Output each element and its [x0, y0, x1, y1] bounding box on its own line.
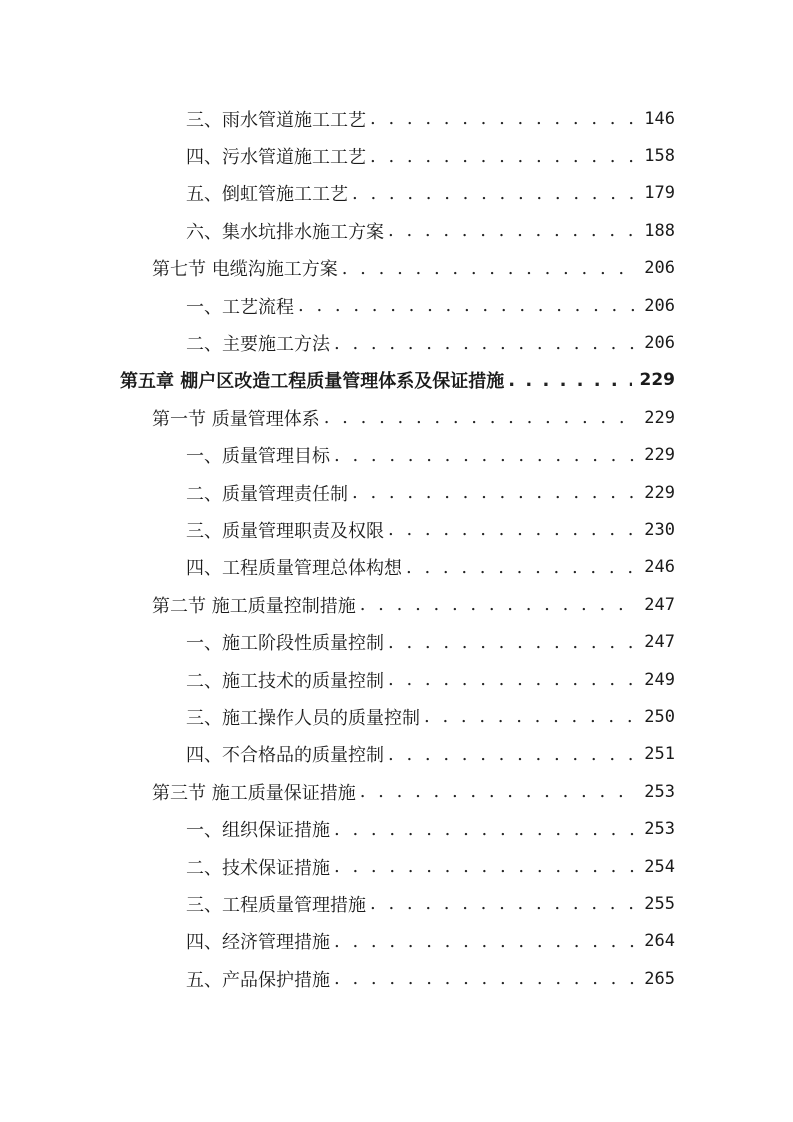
toc-entry[interactable]: [0, 810, 793, 847]
dot-leader: [508, 370, 631, 391]
toc-entry-title: 三、施工操作人员的质量控制: [186, 707, 420, 729]
toc-entry-page: 229: [644, 407, 675, 428]
toc-entry[interactable]: [0, 324, 793, 361]
toc-entry-title: 三、雨水管道施工工艺: [186, 109, 366, 131]
toc-entry-page: 247: [644, 632, 675, 653]
dot-leader: [334, 968, 636, 989]
toc-entry-page: 188: [644, 220, 675, 241]
toc-entry-page: 179: [644, 183, 675, 204]
toc-entry-title: 二、技术保证措施: [186, 857, 330, 879]
toc-entry-page: 253: [644, 819, 675, 840]
toc-entry-title: 四、经济管理措施: [186, 932, 330, 954]
toc-entry[interactable]: [0, 698, 793, 735]
toc-entry-title: 第一节 质量管理体系: [152, 408, 320, 430]
dot-leader: [334, 333, 636, 354]
toc-entry-page: 255: [644, 893, 675, 914]
dot-leader: [370, 893, 636, 914]
toc-entry-page: 229: [644, 445, 675, 466]
toc-entry-page: 251: [644, 744, 675, 765]
toc-entry[interactable]: [0, 100, 793, 137]
toc-entry[interactable]: [0, 549, 793, 586]
toc-entry-title: 第三节 施工质量保证措施: [152, 782, 356, 804]
toc-entry[interactable]: [0, 137, 793, 174]
toc-entry-page: 230: [644, 519, 675, 540]
dot-leader: [334, 445, 636, 466]
toc-entry-page: 229: [639, 370, 675, 391]
dot-leader: [424, 706, 636, 727]
toc-entry-page: 249: [644, 669, 675, 690]
toc-entry-page: 206: [644, 258, 675, 279]
toc-entry-title: 二、主要施工方法: [186, 334, 330, 356]
toc-entry-page: 253: [644, 781, 675, 802]
toc-entry-title: 一、质量管理目标: [186, 446, 330, 468]
dot-leader: [360, 781, 637, 802]
toc-entry-page: 146: [644, 108, 675, 129]
toc-entry-title: 三、工程质量管理措施: [186, 894, 366, 916]
toc-entry[interactable]: [0, 623, 793, 660]
toc-entry[interactable]: [0, 212, 793, 249]
toc-entry-page: 229: [644, 482, 675, 503]
dot-leader: [388, 744, 636, 765]
dot-leader: [388, 669, 636, 690]
toc-entry-page: 206: [644, 295, 675, 316]
dot-leader: [388, 632, 636, 653]
toc-entry-page: 250: [644, 706, 675, 727]
toc-entry[interactable]: [0, 923, 793, 960]
table-of-contents: [0, 100, 793, 997]
toc-entry-title: 四、不合格品的质量控制: [186, 745, 384, 767]
toc-entry[interactable]: [0, 848, 793, 885]
dot-leader: [298, 295, 636, 316]
toc-entry-title: 五、产品保护措施: [186, 969, 330, 991]
toc-entry-title: 五、倒虹管施工工艺: [186, 184, 348, 206]
dot-leader: [370, 108, 636, 129]
dot-leader: [334, 931, 636, 952]
toc-entry-title: 二、质量管理责任制: [186, 483, 348, 505]
dot-leader: [388, 220, 636, 241]
dot-leader: [352, 482, 636, 503]
toc-entry[interactable]: [0, 885, 793, 922]
toc-entry-title: 第五章 棚户区改造工程质量管理体系及保证措施: [120, 371, 505, 393]
toc-section-entry[interactable]: [0, 586, 793, 623]
toc-entry[interactable]: [0, 437, 793, 474]
toc-entry[interactable]: [0, 175, 793, 212]
toc-chapter-entry[interactable]: [0, 362, 793, 399]
dot-leader: [360, 594, 637, 615]
dot-leader: [334, 819, 636, 840]
toc-entry-page: 158: [644, 146, 675, 167]
toc-entry[interactable]: [0, 661, 793, 698]
toc-entry[interactable]: [0, 736, 793, 773]
toc-entry-title: 四、工程质量管理总体构想: [186, 558, 402, 580]
toc-entry[interactable]: [0, 474, 793, 511]
dot-leader: [342, 258, 637, 279]
toc-entry-page: 265: [644, 968, 675, 989]
toc-entry[interactable]: [0, 960, 793, 997]
toc-entry-title: 一、施工阶段性质量控制: [186, 633, 384, 655]
toc-entry[interactable]: [0, 287, 793, 324]
toc-entry-page: 206: [644, 333, 675, 354]
toc-entry-title: 一、组织保证措施: [186, 820, 330, 842]
dot-leader: [388, 519, 636, 540]
toc-entry-title: 二、施工技术的质量控制: [186, 670, 384, 692]
dot-leader: [406, 557, 636, 578]
toc-entry-title: 一、工艺流程: [186, 296, 294, 318]
dot-leader: [352, 183, 636, 204]
toc-section-entry[interactable]: [0, 399, 793, 436]
toc-entry-page: 246: [644, 557, 675, 578]
toc-entry-title: 第七节 电缆沟施工方案: [152, 259, 338, 281]
toc-entry-title: 六、集水坑排水施工方案: [186, 221, 384, 243]
toc-section-entry[interactable]: [0, 773, 793, 810]
toc-entry-title: 三、质量管理职责及权限: [186, 520, 384, 542]
toc-entry[interactable]: [0, 511, 793, 548]
toc-entry-title: 四、污水管道施工工艺: [186, 147, 366, 169]
dot-leader: [334, 856, 636, 877]
toc-entry-page: 247: [644, 594, 675, 615]
toc-entry-page: 254: [644, 856, 675, 877]
toc-section-entry[interactable]: [0, 250, 793, 287]
dot-leader: [370, 146, 636, 167]
toc-entry-title: 第二节 施工质量控制措施: [152, 595, 356, 617]
dot-leader: [324, 407, 637, 428]
toc-entry-page: 264: [644, 931, 675, 952]
